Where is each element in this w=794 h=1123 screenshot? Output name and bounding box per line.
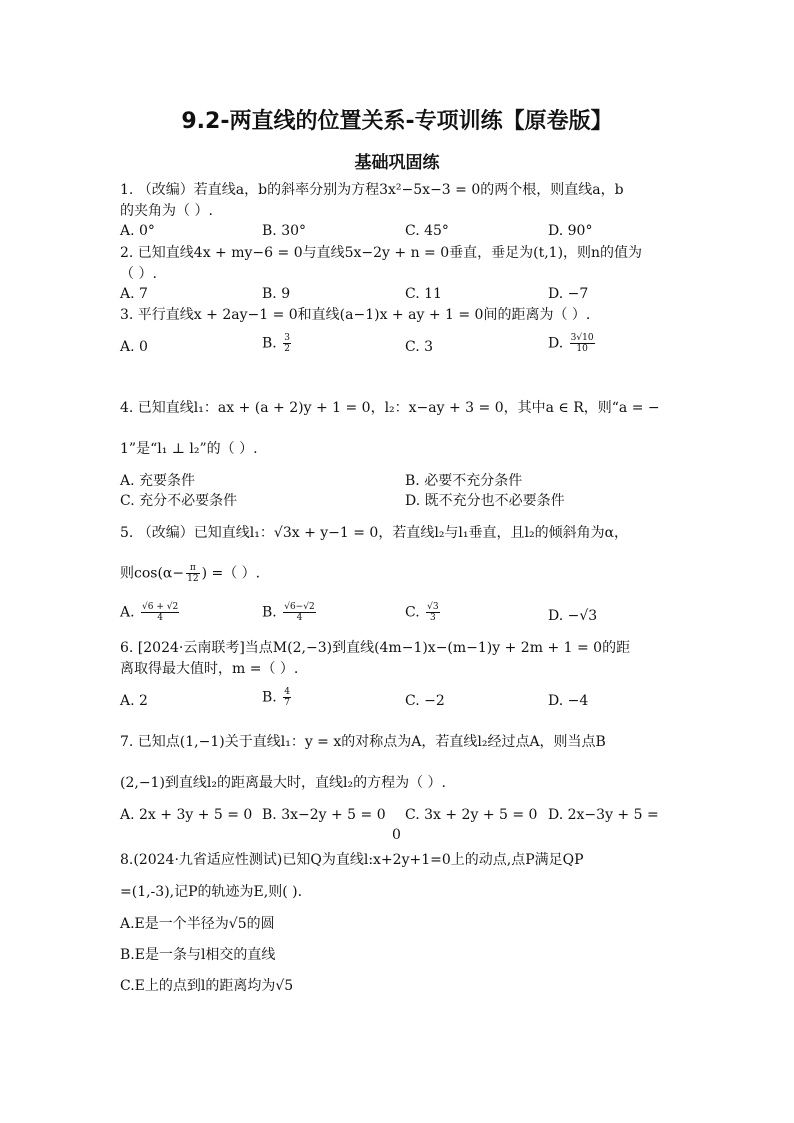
q1-stem-line2: 的夹角为（ ）. [120, 203, 213, 219]
q2-option-a: A. 7 [120, 286, 148, 302]
numerator: π [186, 563, 199, 574]
fraction [283, 333, 291, 354]
section-heading: 基础巩固练 [354, 153, 440, 173]
fraction [283, 687, 291, 708]
q8-option-c: C.E上的点到l的距离均为√5 [120, 978, 294, 994]
denominator: 2 [284, 344, 290, 354]
q5-option-b [262, 602, 318, 623]
q3-option-d [548, 333, 597, 354]
q6-option-a: A. 2 [120, 693, 148, 709]
q8-option-b: B.E是一条与l相交的直线 [120, 947, 276, 963]
q7-option-d-wrap: 0 [392, 827, 401, 843]
q6-option-d: D. −4 [548, 693, 589, 709]
q6-option-b [262, 687, 293, 708]
q1-option-b: B. 30° [262, 223, 307, 239]
denominator: 12 [187, 574, 199, 584]
q1-option-c: C. 45° [405, 223, 449, 239]
fraction [570, 333, 595, 354]
q7-option-d: D. 2x−3y + 5 = [548, 807, 659, 823]
fraction [141, 602, 179, 623]
q2-option-c: C. 11 [405, 286, 442, 302]
numerator: √6−√2 [284, 602, 315, 612]
q3-option-c: C. 3 [405, 339, 434, 355]
q5-option-d: D. −√3 [548, 608, 598, 624]
q1-option-a: A. 0° [120, 223, 155, 239]
option-letter: C. [405, 604, 425, 621]
q1-stem-line1: 1. （改编）若直线a，b的斜率分别为方程3x²−5x−3 = 0的两个根，则直线a，b [120, 182, 624, 198]
q7-stem-line1: 7. 已知点(1,−1)关于直线l₁：y = x的对称点为A，若直线l₂经过点A，则当点B [120, 734, 606, 750]
page-title: 9.2-两直线的位置关系-专项训练【原卷版】 [181, 109, 613, 134]
stem-text: ) =（ ）. [201, 565, 261, 582]
option-letter: D. [548, 335, 568, 352]
q6-stem-line2: 离取得最大值时，m =（ ）. [120, 661, 299, 677]
fraction [186, 563, 199, 584]
q5-option-c [405, 602, 442, 623]
q7-option-c: C. 3x + 2y + 5 = 0 [405, 807, 538, 823]
q5-option-a [120, 602, 181, 623]
numerator: 4 [284, 687, 290, 697]
q3-stem: 3. 平行直线x + 2ay−1 = 0和直线(a−1)x + ay + 1 = 0间的距离为（ ）. [120, 307, 591, 323]
q4-option-b: B. 必要不充分条件 [405, 473, 523, 489]
q6-option-c: C. −2 [405, 693, 445, 709]
q4-option-a: A. 充要条件 [120, 473, 196, 489]
q5-stem-line1: 5. （改编）已知直线l₁：√3x + y−1 = 0，若直线l₂与l₁垂直，且l₂的倾斜角为α， [120, 525, 629, 541]
denominator: 4 [296, 613, 303, 623]
q7-option-a: A. 2x + 3y + 5 = 0 [120, 807, 253, 823]
q7-stem-line2: (2,−1)到直线l₂的距离最大时，直线l₂的方程为（ ）. [120, 775, 446, 791]
fraction [426, 602, 439, 623]
numerator: √3 [427, 602, 439, 612]
option-letter: B. [262, 604, 282, 621]
stem-text: 则cos(α− [120, 565, 185, 582]
q3-option-b [262, 333, 293, 354]
q4-stem-line1: 4. 已知直线l₁：ax + (a + 2)y + 1 = 0，l₂：x−ay + 3 = 0，其中a ∈ R，则“a = − [120, 400, 660, 416]
q2-option-b: B. 9 [262, 286, 291, 302]
option-letter: A. [120, 604, 140, 621]
q4-option-d: D. 既不充分也不必要条件 [405, 493, 565, 509]
q8-option-a: A.E是一个半径为√5的圆 [120, 916, 275, 932]
q2-option-d: D. −7 [548, 286, 589, 302]
numerator: 3√10 [570, 333, 594, 343]
numerator: √6 + √2 [142, 602, 179, 612]
q2-stem-line1: 2. 已知直线4x + my−6 = 0与直线5x−2y + n = 0垂直，垂足为(t,1)，则n的值为 [120, 245, 643, 261]
denominator: 10 [576, 344, 588, 354]
option-letter: B. [262, 335, 282, 352]
denominator: 3 [429, 613, 436, 623]
q4-option-c: C. 充分不必要条件 [120, 493, 238, 509]
q3-option-a: A. 0 [120, 339, 148, 355]
q8-stem-line2: =(1,-3),记P的轨迹为E,则( ). [120, 884, 303, 900]
denominator: 4 [157, 613, 163, 623]
q1-option-d: D. 90° [548, 223, 593, 239]
q7-option-b: B. 3x−2y + 5 = 0 [262, 807, 386, 823]
q2-stem-line2: （ ）. [120, 266, 157, 282]
q8-stem-line1: 8.(2024·九省适应性测试)已知Q为直线l:x+2y+1=0上的动点,点P满足QP [120, 852, 584, 868]
q5-stem-line2 [120, 563, 260, 584]
q4-stem-line2: 1”是“l₁ ⊥ l₂”的（ ）. [120, 441, 258, 457]
q6-stem-line1: 6. [2024·云南联考]当点M(2,−3)到直线(4m−1)x−(m−1)y + 2m + 1 = 0的距 [120, 640, 631, 656]
numerator: 3 [284, 333, 290, 343]
fraction [283, 602, 315, 623]
option-letter: B. [262, 689, 282, 706]
denominator: 7 [284, 698, 290, 708]
